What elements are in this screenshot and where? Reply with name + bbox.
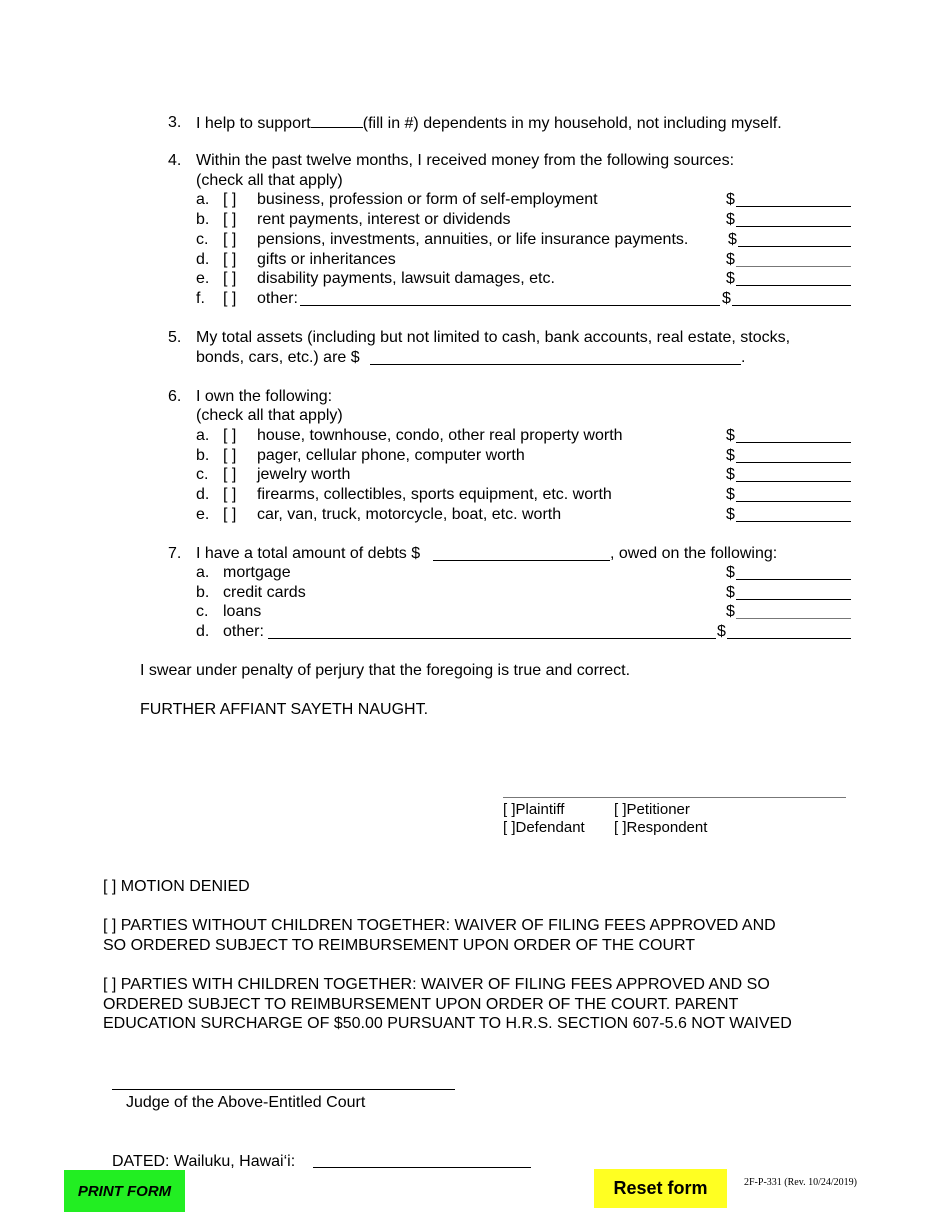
item-6e-letter: e. xyxy=(196,506,210,523)
with-children-line-2: ORDERED SUBJECT TO REIMBURSEMENT UPON ORDER OF THE COURT. PARENT xyxy=(103,996,739,1013)
with-children-option[interactable]: [ ] PARTIES WITH CHILDREN TOGETHER: WAIVER OF FILING FEES APPROVED AND SO xyxy=(103,976,770,993)
item-6c-amount-field[interactable]: $ xyxy=(726,465,851,485)
item-7d-label: other: xyxy=(223,623,264,640)
item-7c-amount-field[interactable]: $ xyxy=(726,602,851,622)
item-4f-letter: f. xyxy=(196,290,205,307)
item-7-text-before: I have a total amount of debts $ xyxy=(196,545,421,562)
item-4a-letter: a. xyxy=(196,191,210,208)
item-6e-label: car, van, truck, motorcycle, boat, etc. worth xyxy=(257,506,562,523)
item-4e-checkbox[interactable]: [ ] xyxy=(223,270,237,287)
item-4f-amount-field[interactable]: $ xyxy=(722,289,851,309)
item-4c-label: pensions, investments, annuities, or life insurance payments. xyxy=(257,231,689,248)
motion-denied-option[interactable]: [ ] MOTION DENIED xyxy=(103,878,250,895)
item-4d-checkbox[interactable]: [ ] xyxy=(223,251,237,268)
item-6d-label: firearms, collectibles, sports equipment, etc. worth xyxy=(257,486,612,503)
item-4c-letter: c. xyxy=(196,231,209,248)
item-6d-checkbox[interactable]: [ ] xyxy=(223,486,237,503)
item-7a-amount-field[interactable]: $ xyxy=(726,563,851,583)
affiant-statement: FURTHER AFFIANT SAYETH NAUGHT. xyxy=(140,701,429,718)
item-7-text-after: , owed on the following: xyxy=(610,545,778,562)
total-assets-field[interactable] xyxy=(370,364,741,365)
item-4e-label: disability payments, lawsuit damages, etc. xyxy=(257,270,555,287)
perjury-statement: I swear under penalty of perjury that the foregoing is true and correct. xyxy=(140,662,631,679)
item-4d-label: gifts or inheritances xyxy=(257,251,396,268)
item-7b-letter: b. xyxy=(196,584,210,601)
item-4a-label: business, profession or form of self-employment xyxy=(257,191,598,208)
item-7b-label: credit cards xyxy=(223,584,306,601)
print-form-button[interactable]: PRINT FORM xyxy=(64,1170,185,1212)
item-4f-checkbox[interactable]: [ ] xyxy=(223,290,237,307)
judge-label: Judge of the Above-Entitled Court xyxy=(126,1094,366,1111)
plaintiff-checkbox[interactable]: [ ]Plaintiff xyxy=(503,801,565,818)
item-6-note: (check all that apply) xyxy=(196,407,343,424)
item-7-number: 7. xyxy=(168,545,182,562)
item-4c-amount-field[interactable]: $ xyxy=(728,230,851,250)
item-4b-amount-field[interactable]: $ xyxy=(726,210,851,230)
item-6b-letter: b. xyxy=(196,447,210,464)
date-field[interactable] xyxy=(313,1167,531,1168)
item-4e-amount-field[interactable]: $ xyxy=(726,269,851,289)
item-5-period: . xyxy=(741,349,746,366)
item-6d-amount-field[interactable]: $ xyxy=(726,485,851,505)
item-7a-label: mortgage xyxy=(223,564,291,581)
reset-form-button[interactable]: Reset form xyxy=(594,1169,727,1208)
item-6d-letter: d. xyxy=(196,486,210,503)
item-6c-label: jewelry worth xyxy=(257,466,351,483)
item-6-title: I own the following: xyxy=(196,388,333,405)
judge-signature-line[interactable] xyxy=(112,1089,455,1090)
item-6c-letter: c. xyxy=(196,466,209,483)
item-4e-letter: e. xyxy=(196,270,210,287)
item-7d-letter: d. xyxy=(196,623,210,640)
item-7d-amount-field[interactable]: $ xyxy=(717,622,851,642)
item-7a-letter: a. xyxy=(196,564,210,581)
item-6e-checkbox[interactable]: [ ] xyxy=(223,506,237,523)
item-4d-letter: d. xyxy=(196,251,210,268)
dependents-count-field[interactable] xyxy=(311,113,363,128)
defendant-checkbox[interactable]: [ ]Defendant xyxy=(503,819,585,836)
item-6c-checkbox[interactable]: [ ] xyxy=(223,466,237,483)
item-4b-checkbox[interactable]: [ ] xyxy=(223,211,237,228)
item-6a-checkbox[interactable]: [ ] xyxy=(223,427,237,444)
signature-line[interactable] xyxy=(503,797,846,798)
item-7c-label: loans xyxy=(223,603,262,620)
item-4-number: 4. xyxy=(168,152,182,169)
petitioner-checkbox[interactable]: [ ]Petitioner xyxy=(614,801,690,818)
item-6-number: 6. xyxy=(168,388,182,405)
item-6e-amount-field[interactable]: $ xyxy=(726,505,851,525)
item-3-text: I help to support (fill in #) dependents in my household, not including myself. xyxy=(196,115,782,132)
item-4f-other-field[interactable] xyxy=(300,305,720,306)
dated-label: DATED: Wailuku, Hawai‘i: xyxy=(112,1153,296,1170)
item-3-number: 3. xyxy=(168,114,182,131)
item-6b-label: pager, cellular phone, computer worth xyxy=(257,447,525,464)
item-4f-label: other: xyxy=(257,290,298,307)
item-4d-amount-field[interactable]: $ xyxy=(726,250,851,270)
item-7c-letter: c. xyxy=(196,603,209,620)
item-7b-amount-field[interactable]: $ xyxy=(726,583,851,603)
item-4b-letter: b. xyxy=(196,211,210,228)
item-6a-letter: a. xyxy=(196,427,210,444)
item-7d-other-field[interactable] xyxy=(268,638,716,639)
item-6b-checkbox[interactable]: [ ] xyxy=(223,447,237,464)
without-children-option[interactable]: [ ] PARTIES WITHOUT CHILDREN TOGETHER: WAIVER OF FILING FEES APPROVED AND xyxy=(103,917,776,934)
item-6a-amount-field[interactable]: $ xyxy=(726,426,851,446)
form-number: 2F-P-331 (Rev. 10/24/2019) xyxy=(744,1177,857,1188)
item-4-title: Within the past twelve months, I received money from the following sources: xyxy=(196,152,735,169)
item-5-line2: bonds, cars, etc.) are $ xyxy=(196,349,360,366)
item-4c-checkbox[interactable]: [ ] xyxy=(223,231,237,248)
item-4b-label: rent payments, interest or dividends xyxy=(257,211,511,228)
item-6b-amount-field[interactable]: $ xyxy=(726,446,851,466)
without-children-line-2: SO ORDERED SUBJECT TO REIMBURSEMENT UPON ORDER OF THE COURT xyxy=(103,937,696,954)
item-4a-checkbox[interactable]: [ ] xyxy=(223,191,237,208)
item-4-note: (check all that apply) xyxy=(196,172,343,189)
total-debts-field[interactable] xyxy=(433,560,610,561)
item-5-number: 5. xyxy=(168,329,182,346)
item-5-line1: My total assets (including but not limited to cash, bank accounts, real estate, stocks, xyxy=(196,329,791,346)
item-4a-amount-field[interactable]: $ xyxy=(726,190,851,210)
with-children-line-3: EDUCATION SURCHARGE OF $50.00 PURSUANT TO H.R.S. SECTION 607-5.6 NOT WAIVED xyxy=(103,1015,792,1032)
respondent-checkbox[interactable]: [ ]Respondent xyxy=(614,819,708,836)
item-6a-label: house, townhouse, condo, other real property worth xyxy=(257,427,623,444)
